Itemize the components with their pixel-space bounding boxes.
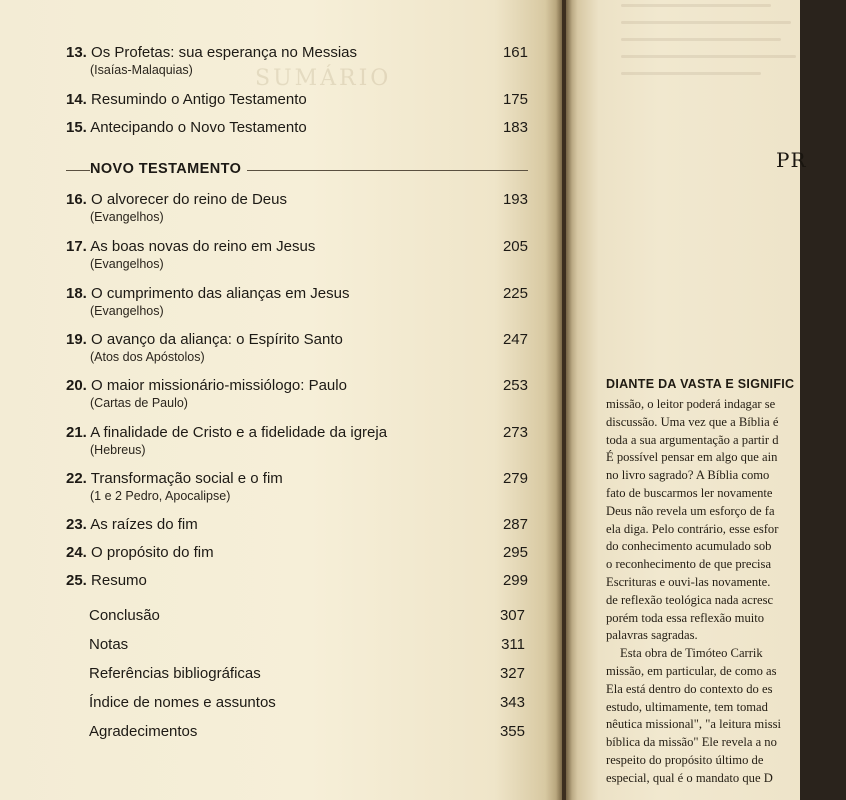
toc-entry-title	[66, 572, 528, 590]
toc-entry-text: Resumo	[91, 572, 147, 589]
toc-entry-subtitle: (1 e 2 Pedro, Apocalipse)	[90, 489, 231, 503]
body-line: de reflexão teológica nada acresc	[606, 592, 774, 607]
bleed-line	[621, 38, 781, 41]
body-line: Ela está dentro do contexto do es	[606, 681, 773, 696]
toc-entry-number: 16.	[66, 191, 87, 208]
body-line: missão, o leitor poderá indagar se	[606, 397, 776, 411]
ghost-heading: SUMÁRIO	[255, 66, 392, 91]
toc-back-title: Agradecimentos	[89, 723, 198, 740]
toc-entry-title	[66, 516, 528, 534]
toc-entry-23	[66, 516, 528, 534]
toc-back-page: 307	[499, 607, 525, 624]
toc-entry-page: 299	[502, 572, 528, 589]
toc-entry-number: 14.	[66, 91, 87, 108]
bleed-line	[621, 72, 761, 75]
chapter-title: PR	[776, 148, 807, 172]
toc-entry-page: 205	[502, 238, 528, 255]
toc-entry-page: 287	[502, 516, 528, 533]
toc-entry-page: 175	[502, 91, 528, 108]
toc-entry-page: 193	[502, 191, 528, 208]
toc-back-page: 327	[499, 665, 525, 682]
toc-entry-number: 19.	[66, 331, 87, 348]
toc-back-title: Notas	[89, 636, 129, 653]
toc-entry-page: 273	[502, 424, 528, 441]
toc-entry-number: 13.	[66, 44, 87, 61]
toc-entry-21	[66, 424, 528, 458]
toc-entry-19	[66, 331, 528, 365]
toc-entry-title	[66, 91, 528, 109]
toc-entry-number: 21.	[66, 424, 87, 441]
toc-entry-17	[66, 238, 528, 272]
toc-entry-25	[66, 572, 528, 590]
toc-entry-18	[66, 285, 528, 319]
chapter-intro-caps: DIANTE DA VASTA E SIGNIFIC	[606, 377, 795, 391]
right-page	[566, 0, 807, 800]
toc-entry-number: 23.	[66, 516, 87, 533]
toc-back-page: 343	[499, 694, 525, 711]
toc-entry-subtitle: (Atos dos Apóstolos)	[90, 350, 205, 364]
toc-entry-title	[66, 119, 528, 137]
toc-entry-number: 17.	[66, 238, 87, 255]
toc-entry-title	[66, 238, 528, 256]
toc-entry-page: 161	[502, 44, 528, 61]
toc-back-agradecimentos	[89, 723, 525, 741]
toc-back-page: 355	[499, 723, 525, 740]
toc-entry-20	[66, 377, 528, 411]
body-line: missão, em particular, de como as	[606, 663, 777, 678]
toc-back-title: Conclusão	[89, 607, 160, 624]
body-line: do conhecimento acumulado sob	[606, 539, 772, 554]
toc-entry-text: A finalidade de Cristo e a fidelidade da igreja	[90, 424, 388, 441]
toc-entry-page: 247	[502, 331, 528, 348]
toc-entry-number: 24.	[66, 544, 87, 561]
section-heading: NOVO TESTAMENTO	[90, 161, 247, 177]
toc-entry-text: O cumprimento das alianças em Jesus	[91, 285, 350, 302]
toc-back-page: 311	[501, 636, 525, 653]
toc-entry-title	[66, 285, 528, 303]
toc-entry-page: 183	[502, 119, 528, 136]
toc-entry-number: 18.	[66, 285, 87, 302]
toc-entry-15	[66, 119, 528, 137]
toc-entry-text: As boas novas do reino em Jesus	[90, 238, 316, 255]
toc-entry-number: 15.	[66, 119, 87, 136]
body-line: discussão. Uma vez que a Bíblia é	[606, 414, 779, 429]
toc-entry-title	[66, 544, 528, 562]
toc-entry-title	[66, 331, 528, 349]
toc-entry-subtitle: (Cartas de Paulo)	[90, 396, 188, 410]
toc-entry-number: 25.	[66, 572, 87, 589]
toc-entry-text: Os Profetas: sua esperança no Messias	[91, 44, 357, 61]
toc-entry-page: 253	[502, 377, 528, 394]
body-line: estudo, ultimamente, tem tomad	[606, 699, 768, 714]
body-line: fato de buscarmos ler novamente	[606, 485, 773, 500]
toc-entry-text: O propósito do fim	[91, 544, 214, 561]
toc-entry-subtitle: (Hebreus)	[90, 443, 146, 457]
toc-entry-page: 295	[502, 544, 528, 561]
body-line: especial, qual é o mandato que D	[606, 770, 773, 785]
toc-back-indice	[89, 694, 525, 712]
body-line: no livro sagrado? A Bíblia como	[606, 468, 770, 483]
toc-entry-22	[66, 470, 528, 504]
toc-back-title: Referências bibliográficas	[89, 665, 261, 682]
toc-back-conclusao	[89, 607, 525, 625]
toc-entry-text: Antecipando o Novo Testamento	[90, 119, 307, 136]
toc-entry-page: 279	[502, 470, 528, 487]
toc-entry-subtitle: (Evangelhos)	[90, 210, 164, 224]
bleed-line	[621, 21, 791, 24]
body-line: bíblica da missão" Ele revela a no	[606, 735, 777, 750]
toc-entry-title	[66, 377, 528, 395]
toc-entry-number: 20.	[66, 377, 87, 394]
body-line: ela diga. Pelo contrário, esse esfor	[606, 521, 779, 536]
toc-entry-subtitle: (Isaías-Malaquias)	[90, 63, 193, 77]
body-line: Escrituras e ouvi-las novamente.	[606, 574, 771, 589]
toc-entry-24	[66, 544, 528, 562]
toc-entry-text: Transformação social e o fim	[90, 470, 283, 487]
body-line: toda a sua argumentação a partir d	[606, 432, 779, 447]
body-line: respeito do propósito último de	[606, 752, 764, 767]
toc-back-title: Índice de nomes e assuntos	[89, 694, 276, 711]
toc-entry-16	[66, 191, 528, 225]
chapter-body	[606, 396, 846, 788]
bleed-line	[621, 55, 796, 58]
toc-entry-text: Resumindo o Antigo Testamento	[91, 91, 307, 108]
toc-entry-subtitle: (Evangelhos)	[90, 257, 164, 271]
bleed-through-text	[621, 4, 801, 89]
body-line: nêutica missional", "a leitura missi	[606, 717, 782, 732]
toc-entry-subtitle: (Evangelhos)	[90, 304, 164, 318]
toc-entry-title	[66, 44, 528, 62]
toc-entry-13	[66, 44, 528, 78]
bleed-line	[621, 4, 771, 7]
toc-entry-page: 225	[502, 285, 528, 302]
toc-entry-text: O maior missionário-missiólogo: Paulo	[91, 377, 347, 394]
body-line: Esta obra de Timóteo Carrik	[620, 646, 763, 661]
toc-entry-text: O alvorecer do reino de Deus	[91, 191, 287, 208]
toc-entry-title	[66, 191, 528, 209]
body-line: É possível pensar em algo que ain	[606, 450, 778, 465]
toc-entry-14	[66, 91, 528, 109]
toc-entry-text: O avanço da aliança: o Espírito Santo	[91, 331, 343, 348]
book-gutter	[556, 0, 572, 800]
toc-back-notas	[89, 636, 525, 654]
toc-back-referencias	[89, 665, 525, 683]
toc-entry-number: 22.	[66, 470, 87, 487]
body-line: o reconhecimento de que precisa	[606, 557, 772, 572]
body-line: palavras sagradas.	[606, 628, 698, 643]
toc-entry-text: As raízes do fim	[90, 516, 198, 533]
toc-entry-title	[66, 424, 528, 442]
toc-entry-title	[66, 470, 528, 488]
body-line: porém toda essa reflexão muito	[606, 610, 765, 625]
body-line: Deus não revela um esforço de fa	[606, 503, 775, 518]
